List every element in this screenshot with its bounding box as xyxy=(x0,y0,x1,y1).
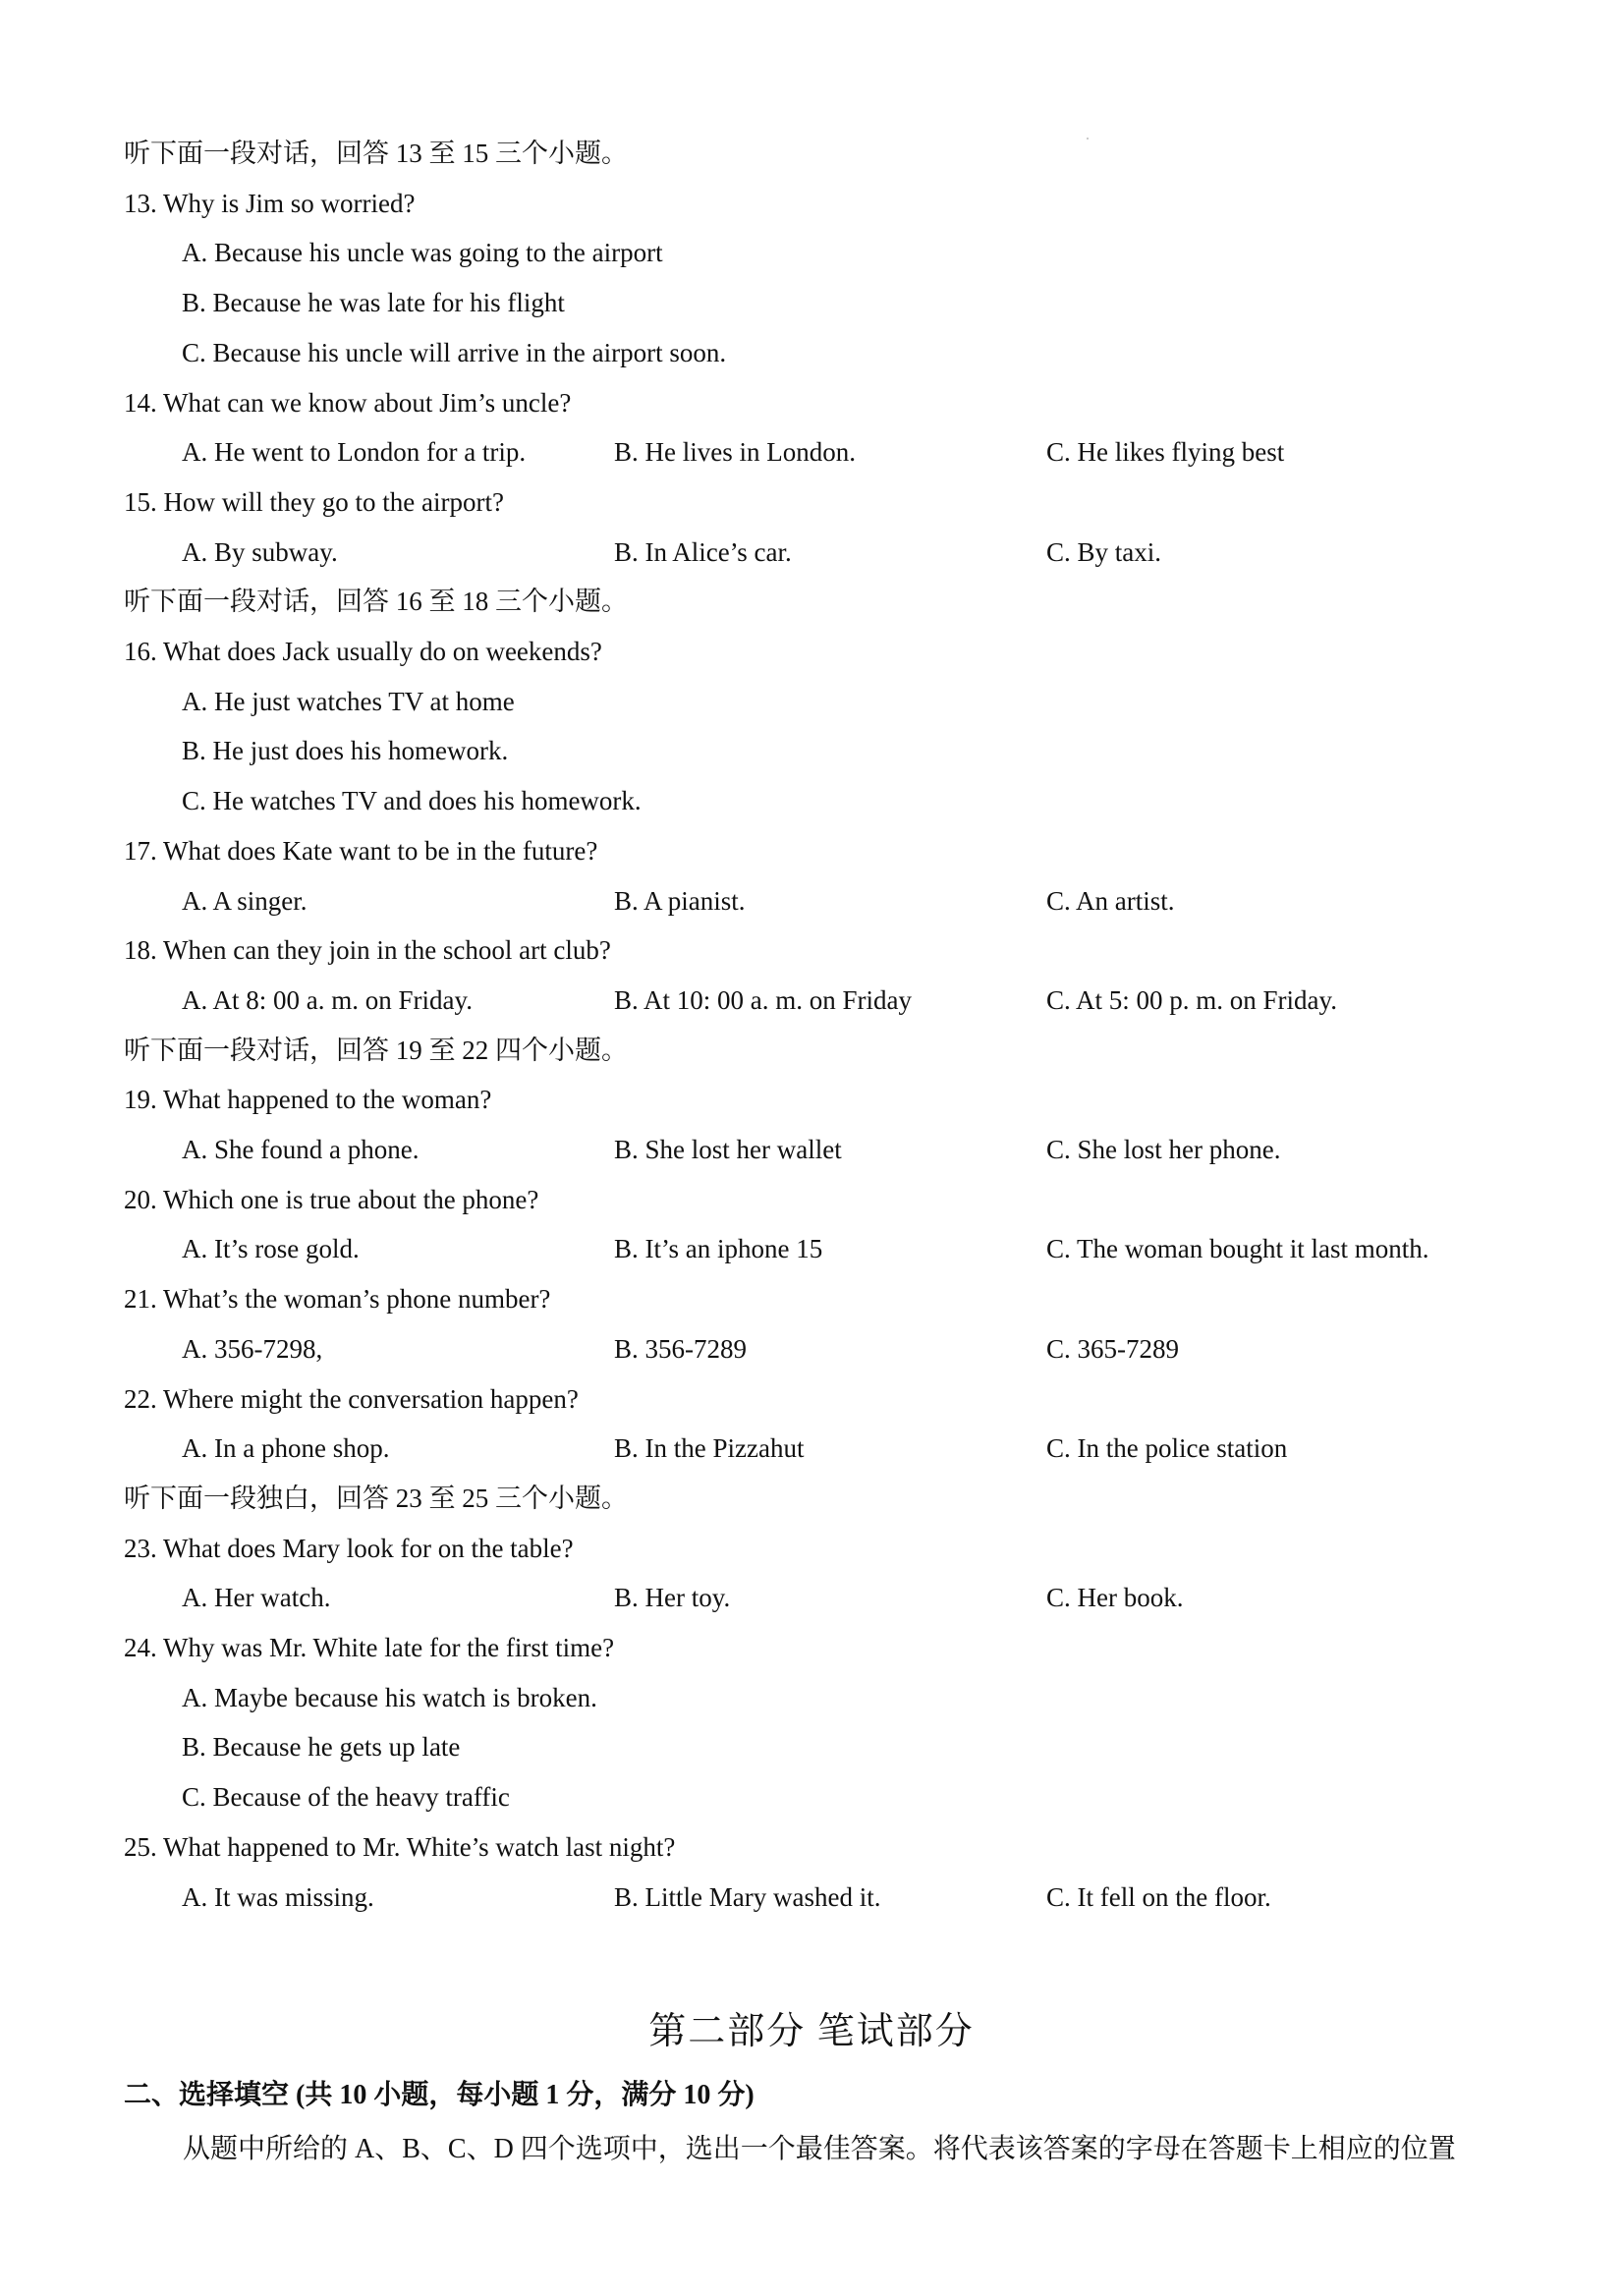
section-instruction xyxy=(0,577,1623,626)
option-line xyxy=(0,328,1623,377)
section-heading: 二、选择填空 (共 10 小题，每小题 1 分，满分 10 分) xyxy=(124,2080,755,2110)
option-b: B. Little Mary washed it. xyxy=(614,1882,881,1912)
question-line xyxy=(0,1075,1623,1124)
option-a: A. In a phone shop. xyxy=(182,1433,390,1463)
section-instructions: 从题中所给的 A、B、C、D 四个选项中，选出一个最佳答案。将代表该答案的字母在答题卡上相应的位置 xyxy=(183,2134,1456,2164)
option-a: A. He went to London for a trip. xyxy=(182,437,527,467)
options-row xyxy=(0,1873,1623,1922)
option-c: C. Her book. xyxy=(1046,1583,1184,1612)
instruction-text: 听下面一段对话，回答 16 至 18 三个小题。 xyxy=(124,587,628,616)
option-b: B. He just does his homework. xyxy=(182,736,509,765)
option-line xyxy=(0,1673,1623,1722)
question-text: 21. What’s the woman’s phone number? xyxy=(124,1284,551,1314)
option-line xyxy=(0,776,1623,825)
question-text: 19. What happened to the woman? xyxy=(124,1085,492,1114)
instruction-text: 听下面一段对话，回答 19 至 22 四个小题。 xyxy=(124,1036,628,1065)
option-a: A. Because his uncle was going to the airport xyxy=(182,238,663,267)
question-text: 14. What can we know about Jim’s uncle? xyxy=(124,388,572,418)
option-c: C. By taxi. xyxy=(1046,537,1162,567)
option-c: C. The woman bought it last month. xyxy=(1046,1234,1429,1263)
option-line xyxy=(0,228,1623,277)
options-row xyxy=(0,1324,1623,1373)
option-c: C. She lost her phone. xyxy=(1046,1135,1281,1164)
option-b: B. A pianist. xyxy=(614,886,746,916)
options-row xyxy=(0,1224,1623,1273)
option-b: B. At 10: 00 a. m. on Friday xyxy=(614,985,912,1015)
options-row xyxy=(0,528,1623,577)
question-text: 22. Where might the conversation happen? xyxy=(124,1384,579,1414)
option-a: A. It’s rose gold. xyxy=(182,1234,360,1263)
option-line xyxy=(0,1772,1623,1821)
option-c: C. An artist. xyxy=(1046,886,1175,916)
instruction-text: 听下面一段对话，回答 13 至 15 三个小题。 xyxy=(124,139,628,168)
question-line xyxy=(0,378,1623,427)
option-line xyxy=(0,1722,1623,1771)
question-text: 25. What happened to Mr. White’s watch last night? xyxy=(124,1832,676,1862)
question-line xyxy=(0,627,1623,676)
option-a: A. A singer. xyxy=(182,886,308,916)
option-c: C. He watches TV and does his homework. xyxy=(182,786,642,815)
option-b: B. Her toy. xyxy=(614,1583,731,1612)
question-text: 13. Why is Jim so worried? xyxy=(124,189,416,218)
question-line xyxy=(0,1822,1623,1872)
section-instruction xyxy=(0,1474,1623,1523)
question-line xyxy=(0,1623,1623,1672)
option-line xyxy=(0,278,1623,327)
option-c: C. He likes flying best xyxy=(1046,437,1285,467)
instruction-text: 听下面一段独白，回答 23 至 25 三个小题。 xyxy=(124,1484,628,1513)
option-a: A. Her watch. xyxy=(182,1583,331,1612)
option-a: A. By subway. xyxy=(182,537,338,567)
question-text: 16. What does Jack usually do on weekends? xyxy=(124,637,602,666)
question-line xyxy=(0,477,1623,527)
question-line xyxy=(0,1374,1623,1424)
question-line xyxy=(0,179,1623,228)
option-b: B. It’s an iphone 15 xyxy=(614,1234,823,1263)
question-line xyxy=(0,1524,1623,1573)
question-text: 24. Why was Mr. White late for the first time? xyxy=(124,1633,615,1662)
options-row xyxy=(0,976,1623,1025)
option-b: B. Because he gets up late xyxy=(182,1732,461,1762)
option-line xyxy=(0,726,1623,775)
option-b: B. 356-7289 xyxy=(614,1334,747,1364)
option-b: B. In Alice’s car. xyxy=(614,537,792,567)
question-line xyxy=(0,1274,1623,1323)
question-line xyxy=(0,925,1623,975)
option-a: A. It was missing. xyxy=(182,1882,374,1912)
option-b: B. Because he was late for his flight xyxy=(182,288,565,317)
question-text: 18. When can they join in the school art club? xyxy=(124,935,611,965)
options-row xyxy=(0,1125,1623,1174)
option-b: B. He lives in London. xyxy=(614,437,856,467)
question-line xyxy=(0,826,1623,875)
option-a: A. She found a phone. xyxy=(182,1135,420,1164)
option-c: C. Because of the heavy traffic xyxy=(182,1782,510,1812)
option-line xyxy=(0,677,1623,726)
options-row xyxy=(0,876,1623,925)
option-a: A. 356-7298, xyxy=(182,1334,323,1364)
option-c: C. At 5: 00 p. m. on Friday. xyxy=(1046,985,1338,1015)
question-line xyxy=(0,1175,1623,1224)
option-c: C. It fell on the floor. xyxy=(1046,1882,1271,1912)
question-text: 20. Which one is true about the phone? xyxy=(124,1185,539,1214)
option-a: A. Maybe because his watch is broken. xyxy=(182,1683,597,1712)
option-a: A. He just watches TV at home xyxy=(182,687,515,716)
options-row xyxy=(0,1424,1623,1473)
option-b: B. In the Pizzahut xyxy=(614,1433,805,1463)
options-row xyxy=(0,427,1623,476)
option-a: A. At 8: 00 a. m. on Friday. xyxy=(182,985,473,1015)
options-row xyxy=(0,1573,1623,1622)
option-b: B. She lost her wallet xyxy=(614,1135,842,1164)
option-c: C. 365-7289 xyxy=(1046,1334,1179,1364)
question-text: 17. What does Kate want to be in the future? xyxy=(124,836,598,866)
part-title: 第二部分 笔试部分 xyxy=(648,2011,975,2052)
option-c: C. In the police station xyxy=(1046,1433,1288,1463)
question-text: 23. What does Mary look for on the table? xyxy=(124,1534,574,1563)
question-text: 15. How will they go to the airport? xyxy=(124,487,504,517)
section-instruction xyxy=(0,1026,1623,1075)
option-c: C. Because his uncle will arrive in the airport soon. xyxy=(182,338,727,367)
section-instruction xyxy=(0,129,1623,178)
